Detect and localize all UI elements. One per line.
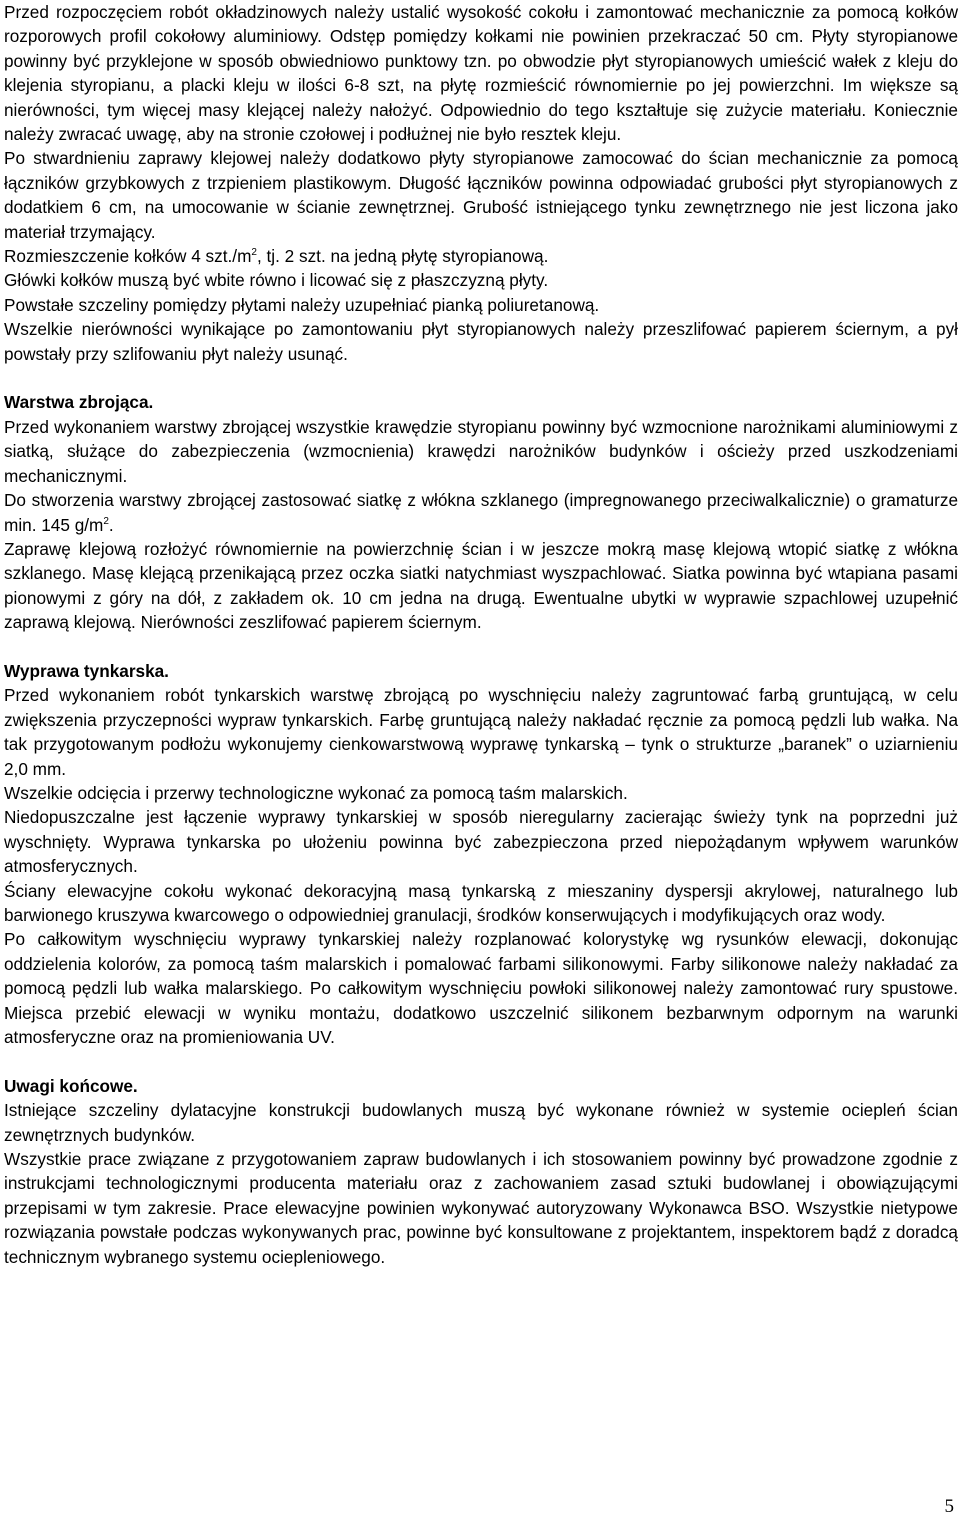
paragraph: Główki kołków muszą być wbite równo i licować się z płaszczyzną płyty.	[4, 270, 549, 291]
paragraph: Po stwardnieniu zaprawy klejowej należy dodatkowo płyty styropianowe zamocować do ścian mechanicznie za pomocą łączników grzybkowych z trzpieniem plastikowym. Długość łączników powinna odpowiadać grubości płyt styropianowych z dodatkiem 6 cm, na umocowanie w ścianie zewnętrznej. Grubość istniejącego tynku zewnętrznego nie jest liczona jako materiał trzymający.	[4, 148, 958, 242]
document-page	[4, 0, 958, 1269]
page-number: 5	[944, 1496, 954, 1517]
paragraph: Przed wykonaniem robót tynkarskich warstwę zbrojącą po wyschnięciu należy zagruntować farbą gruntującą, w celu zwiększenia przyczepności wypraw tynkarskich. Farbę gruntującą należy nakładać ręcznie za pomocą pędzli lub wałka. Na tak przygotowanym podłożu wykonujemy cienkowarstwową wyprawę tynkarską – tynk o strukturze „baranek” o uziarnieniu 2,0 mm.	[4, 685, 958, 779]
paragraph: Przed wykonaniem warstwy zbrojącej wszystkie krawędzie styropianu powinny być wzmocnione narożnikami aluminiowymi z siatką, służące do zabezpieczenia (wzmocnienia) krawędzi narożników budynków i ościeży przed uszkodzeniami mechanicznymi.	[4, 416, 958, 486]
paragraph: Ściany elewacyjne cokołu wykonać dekoracyjną masą tynkarską z mieszaniny dyspersji akrylowej, naturalnego lub barwionego kruszywa kwarcowego o odpowiedniej granulacji, środków konserwujących i modyfikujących oraz wody.	[4, 880, 958, 925]
paragraph: Wszelkie odcięcia i przerwy technologiczne wykonać za pomocą taśm malarskich.	[4, 782, 628, 803]
paragraph	[4, 488, 958, 537]
spacer	[4, 635, 958, 659]
paragraph: Przed rozpoczęciem robót okładzinowych należy ustalić wysokość cokołu i zamontować mechanicznie za pomocą kołków rozporowych profil cokołowy aluminiowy. Odstęp pomiędzy kołkami nie powinien przekraczać 50 cm. Płyty styropianowe powinny być przyklejone w sposób obwiedniowo punktowy tzn. po obwodzie płyt styropianowych umieścić wałek z kleju do klejenia styropianu, a placki kleju w ilości 6-8 szt, na płytę rozmieścić równomiernie po jej powierzchni. Im większe są nierówności, tym więcej masy klejącej należy nałożyć. Odpowiednio do tego kształtuje się zużycie materiału. Koniecznie należy zwracać uwagę, aby na stronie czołowej i podłużnej nie było resztek kleju.	[4, 2, 958, 145]
section-warstwa-zbrojaca	[4, 390, 958, 634]
superscript: 2	[251, 247, 257, 259]
paragraph: Istniejące szczeliny dylatacyjne konstrukcji budowlanych muszą być wykonane również w systemie ociepleń ścian zewnętrznych budynków.	[4, 1100, 958, 1145]
section-heading: Warstwa zbrojąca.	[4, 392, 154, 413]
spacer	[4, 366, 958, 390]
paragraph: Zaprawę klejową rozłożyć równomiernie na powierzchnię ścian i w jeszcze mokrą masę klejową wtopić siatkę z włókna szklanego. Masę klejącą przenikającą przez oczka siatki natychmiast wyszpachlować. Siatka powinna być wtapiana pasami pionowymi z góry na dół, z zakładem ok. 10 cm jedna na drugą. Ewentualne ubytki w wyprawie szpachlowej uzupełnić zaprawą klejową. Nierówności zeszlifować papierem ściernym.	[4, 538, 958, 633]
section-wyprawa-tynkarska	[4, 659, 958, 1050]
paragraph: Niedopuszczalne jest łączenie wyprawy tynkarskiej w sposób nieregularny zacierając świeży tynk na poprzedni już wyschnięty. Wyprawa tynkarska po ułożeniu powinna być zabezpieczona przed niepożądanym wpływem warunków atmosferycznych.	[4, 807, 958, 877]
superscript: 2	[103, 515, 109, 527]
paragraph: Po całkowitym wyschnięciu wyprawy tynkarskiej należy rozplanować kolorystykę wg rysunków elewacji, dokonując oddzielenia kolorów, za pomocą taśm malarskich i pomalować farbami silikonowymi. Farby silikonowe należy nakładać za pomocą pędzli lub wałka malarskiego. Po całkowitym wyschnięciu powłoki silikonowej należy zamontować rury spustowe. Miejsca przebić elewacji w wyniku montażu, dodatkowo uszczelnić silikonem bezbarwnym odpornym na warunki atmosferyczne oraz na promieniowania UV.	[4, 929, 958, 1048]
paragraph	[4, 244, 958, 268]
paragraph: Powstałe szczeliny pomiędzy płytami należy uzupełniać pianką poliuretanową.	[4, 294, 600, 315]
section-uwagi-koncowe	[4, 1074, 958, 1269]
intro-block	[4, 0, 958, 366]
paragraph-text: .	[108, 514, 114, 535]
paragraph-text: Rozmieszczenie kołków 4 szt./m	[4, 246, 252, 267]
paragraph-text: , tj. 2 szt. na jedną płytę styropianową.	[256, 246, 549, 267]
spacer	[4, 1049, 958, 1073]
section-heading: Wyprawa tynkarska.	[4, 660, 169, 681]
section-heading: Uwagi końcowe.	[4, 1075, 138, 1096]
paragraph: Wszelkie nierówności wynikające po zamontowaniu płyt styropianowych należy przeszlifować papierem ściernym, a pył powstały przy szlifowaniu płyt należy usunąć.	[4, 319, 958, 364]
paragraph-text: Do stworzenia warstwy zbrojącej zastosować siatkę z włókna szklanego (impregnowanego przeciwalkalicznie) o gramaturze min. 145 g/m	[4, 490, 958, 535]
paragraph: Wszystkie prace związane z przygotowaniem zapraw budowlanych i ich stosowaniem powinny być prowadzone zgodnie z instrukcjami technologicznymi producenta materiału oraz z zachowaniem zasad sztuki budowlanej i obowiązującymi przepisami w tym zakresie. Prace elewacyjne powinien wykonywać autoryzowany Wykonawca BSO. Wszystkie nietypowe rozwiązania powstałe podczas wykonywanych prac, powinne być konsultowane z projektantem, inspektorem bądź z doradcą technicznym wybranego systemu ociepleniowego.	[4, 1149, 958, 1267]
